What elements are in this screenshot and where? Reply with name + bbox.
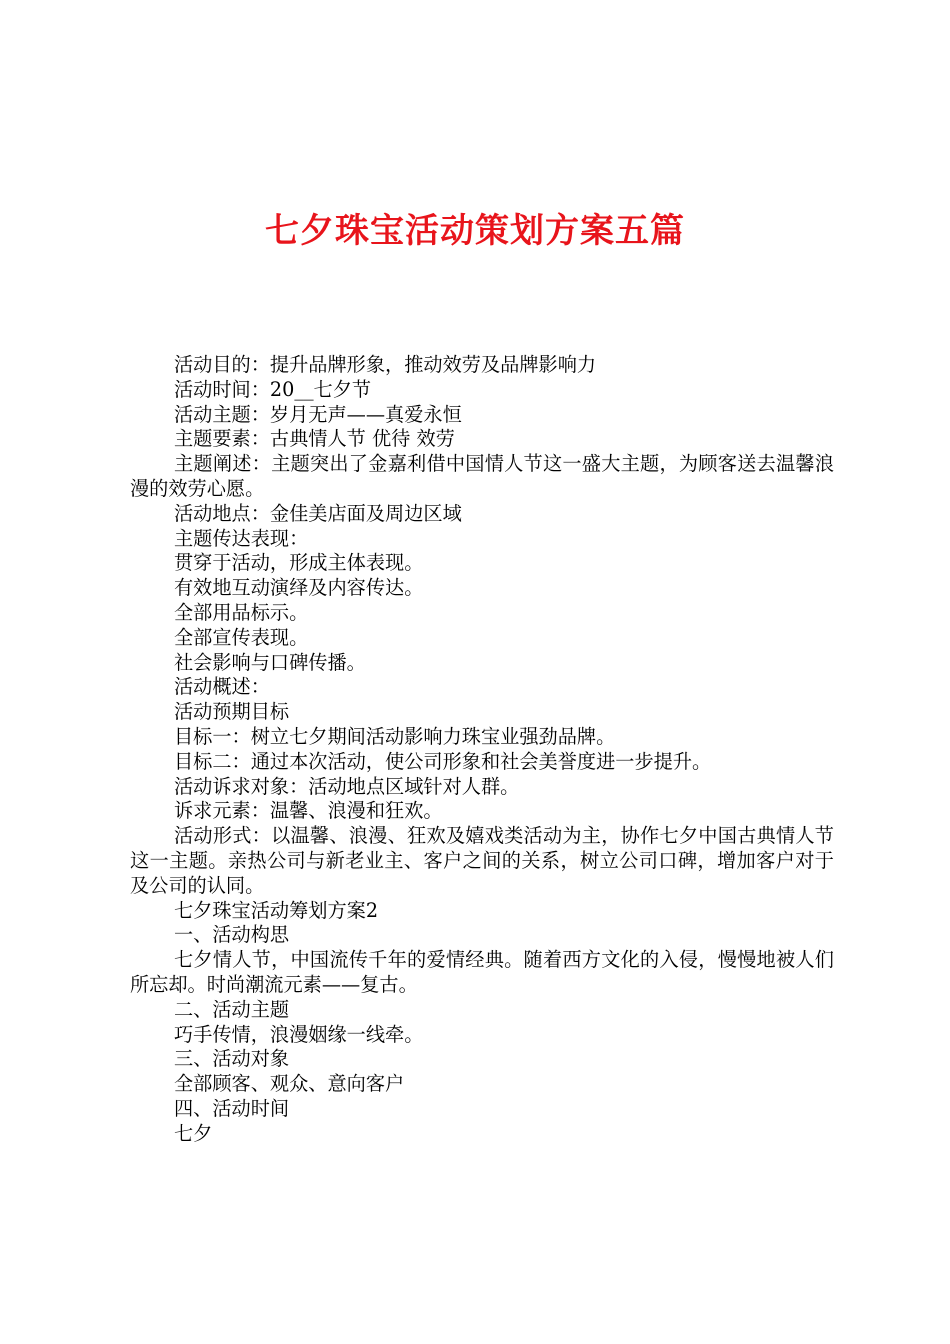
- paragraph: 三、活动对象: [174, 1047, 290, 1071]
- paragraph: 巧手传情，浪漫姻缘一线牵。: [174, 1022, 424, 1046]
- paragraph: 活动形式：以温馨、浪漫、狂欢及嬉戏类活动为主，协作七夕中国古典情人节这一主题。亲热公司与新老业主、客户之间的关系，树立公司口碑，增加客户对于及公司的认同。: [130, 824, 834, 897]
- paragraph: 活动目的：提升品牌形象，推动效劳及品牌影响力: [174, 353, 597, 376]
- paragraph: 主题阐述：主题突出了金嘉利借中国情人节这一盛大主题，为顾客送去温馨浪漫的效劳心愿。: [130, 452, 834, 500]
- paragraph: 贯穿于活动，形成主体表现。: [174, 551, 424, 575]
- document-body: [130, 353, 834, 1147]
- paragraph: 全部用品标示。: [174, 600, 309, 624]
- paragraph: 主题传达表现：: [174, 526, 309, 550]
- paragraph: 全部顾客、观众、意向客户: [174, 1072, 405, 1096]
- paragraph: 四、活动时间: [174, 1096, 290, 1120]
- paragraph: 有效地互动演绎及内容传达。: [174, 576, 424, 600]
- paragraph: 活动地点：金佳美店面及周边区域: [174, 501, 462, 525]
- paragraph: 七夕情人节，中国流传千年的爱情经典。随着西方文化的入侵，慢慢地被人们所忘却。时尚潮流元素——复古。: [130, 948, 834, 996]
- document-title: 七夕珠宝活动策划方案五篇: [265, 211, 685, 251]
- paragraph: 活动主题：岁月无声——真爱永恒: [174, 402, 462, 426]
- paragraph: 活动诉求对象：活动地点区域针对人群。: [174, 774, 520, 798]
- paragraph: 目标一：树立七夕期间活动影响力珠宝业强劲品牌。: [174, 724, 616, 748]
- paragraph: 二、活动主题: [174, 997, 290, 1021]
- paragraph: 活动概述：: [174, 675, 270, 699]
- paragraph: 活动预期目标: [174, 700, 290, 724]
- paragraph: 七夕: [174, 1121, 213, 1145]
- paragraph: 诉求元素：温馨、浪漫和狂欢。: [174, 799, 443, 823]
- paragraph: 全部宣传表现。: [174, 625, 309, 649]
- paragraph: 社会影响与口碑传播。: [174, 650, 366, 674]
- paragraph: 主题要素：古典情人节 优待 效劳: [174, 427, 455, 451]
- paragraph: 目标二：通过本次活动，使公司形象和社会美誉度进一步提升。: [174, 749, 712, 773]
- paragraph: 活动时间：20__七夕节: [174, 377, 372, 401]
- paragraph: 七夕珠宝活动筹划方案2: [174, 898, 379, 922]
- paragraph: 一、活动构思: [174, 923, 290, 947]
